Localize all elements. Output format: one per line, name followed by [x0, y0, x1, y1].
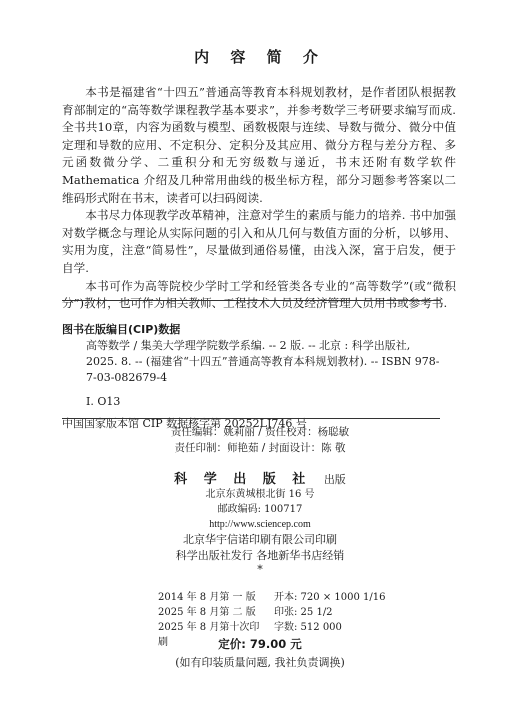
page-title: 内 容 简 介 [194, 48, 326, 66]
cip-national-number: 中国国家版本馆 CIP 数据核字第 20252LJ746 号 [62, 417, 307, 430]
staff-row-editors: 责任编辑：姚莉丽 / 责任校对：杨聪敏 [170, 426, 350, 438]
separator-star: * [257, 563, 263, 576]
divider [62, 418, 440, 419]
edition-row [158, 590, 385, 605]
staff-row-production: 责任印制：师艳茹 / 封面设计：陈 敬 [174, 442, 346, 454]
publisher-logo [0, 468, 520, 487]
summary-paragraph: 本书可作为高等院校少学时工学和经管类各专业的“高等数学”(或“微积分”)教材，也可作为相关教师、工程技术人员及经济管理人员用书或参考书. [62, 278, 456, 311]
publisher-website: http://www.sciencep.com [209, 519, 311, 530]
edition-spec: 印张: 25 1/2 [274, 607, 333, 618]
cip-heading: 图书在版编目(CIP)数据 [62, 323, 181, 336]
publisher-postcode: 邮政编码: 100717 [217, 504, 303, 515]
edition-date: 2025 年 8 月第十次印刷 [158, 622, 260, 648]
summary-paragraph: 本书尽力体现教学改革精神，注意对学生的素质与能力的培养. 书中加强对数学概念与理论从实际问题的引入和从几何与数值方面的分析，以够用、实用为度，注意“简易性”，尽量做到通俗易懂，由浅入深，富于启发，便于自学. [62, 208, 456, 275]
publisher-address: 北京东黄城根北街 16 号 [205, 489, 315, 500]
cip-block [62, 322, 442, 432]
content-summary [62, 84, 456, 313]
price: 定价: 79.00 元 [218, 637, 302, 651]
edition-spec: 开本: 720 × 1000 1/16 [274, 592, 386, 603]
printer-line: 北京华宇信诺印刷有限公司印刷 [183, 533, 337, 546]
edition-date: 2014 年 8 月第 一 版 [158, 592, 256, 603]
quality-notice: (如有印装质量问题, 我社负责调换) [175, 656, 345, 669]
edition-spec: 字数: 512 000 [274, 622, 342, 633]
publisher-logo-text: 科 学 出 版 社 [174, 472, 312, 487]
edition-date: 2025 年 8 月第 二 版 [158, 607, 256, 618]
cip-classification: I. O13 [86, 395, 121, 408]
staff-credits [0, 424, 520, 456]
publisher-block [0, 468, 520, 576]
edition-row [158, 605, 385, 620]
publisher-logo-suffix: 出版 [323, 473, 346, 486]
distribution-line: 科学出版社发行 各地新华书店经销 [175, 549, 345, 562]
cip-record: 高等数学 / 集美大学理学院数学系编. -- 2 版. -- 北京 : 科学出版社, 2025. 8. -- (福建省“十四五”普通高等教育本科规划教材). -- ISBN 978-7-03-082679-4 [86, 339, 440, 384]
summary-paragraph: 本书是福建省“十四五”普通高等教育本科规划教材，是作者团队根据教育部制定的“高等数学课程教学基本要求”，并参考数学三考研要求编写而成. 全书共10章，内容为函数与模型、函数极限与连续、导数与微分、微分中值定理和导数的应用、不定积分、定积分及其应用、微分方程与差分方程、多元函数微分学、二重积分和无穷级数与递近，书末还附有数学软件 Mathematica 介绍及几种常用曲线的极坐标方程，部分习题参考答案以二维码形式附在书末，读者可以扫码阅读. [62, 85, 456, 205]
divider [62, 300, 440, 301]
